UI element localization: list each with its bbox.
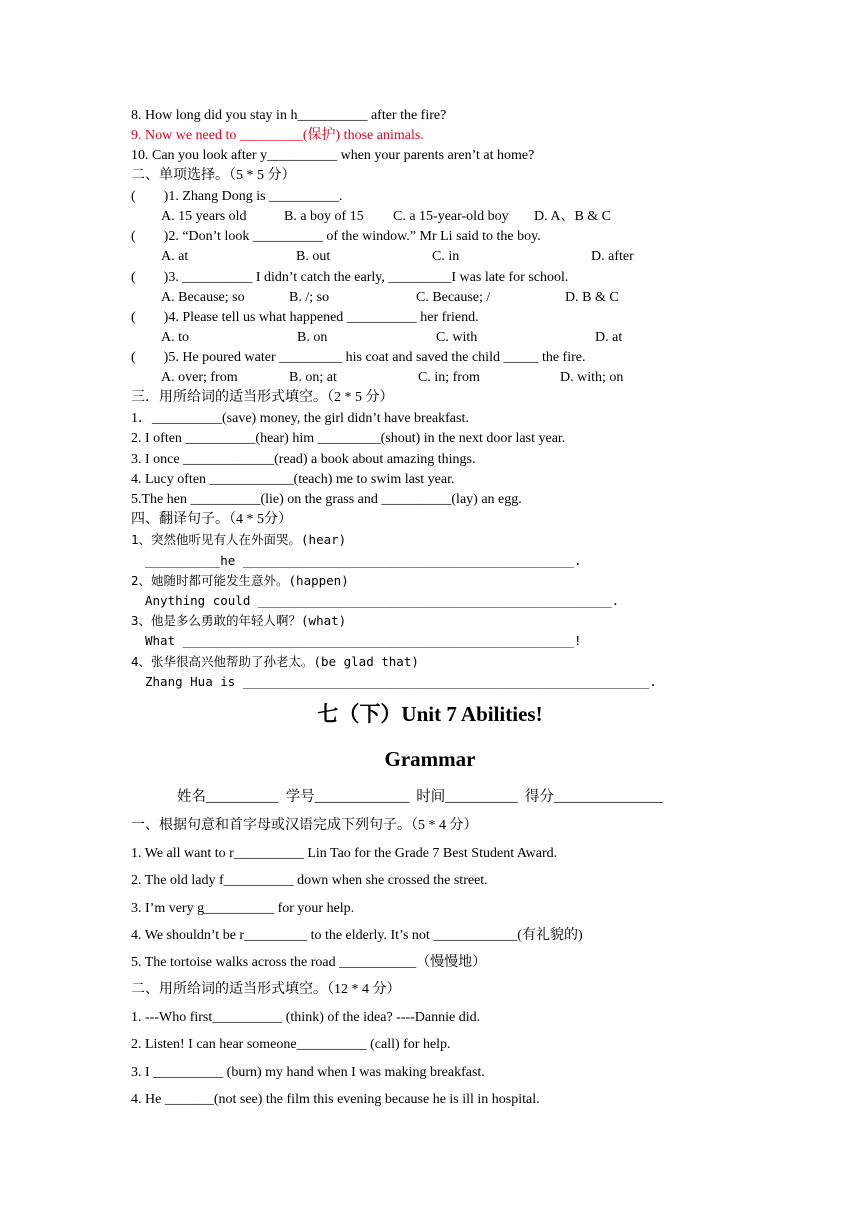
mc-option: A. Because; so: [161, 290, 245, 305]
complete-sentence-item: 4. We shouldn’t be r_________ to the elderly. It’s not ____________(有礼貌的): [131, 928, 583, 943]
mc-question-3: ( )3. __________ I didn’t catch the early, _________I was late for school.: [131, 270, 569, 285]
translation-prompt: 4、张华很高兴他帮助了孙老太。(be glad that): [131, 654, 419, 669]
mc-option: D. B & C: [565, 290, 619, 305]
complete-sentence-item: 3. I’m very g__________ for your help.: [131, 901, 355, 916]
translation-answer-line: What ____________________________________________________!: [145, 633, 582, 648]
word-form-item: 4. Lucy often ____________(teach) me to swim last year.: [131, 472, 455, 487]
mc-option: C. in; from: [418, 370, 480, 385]
mc-option: B. a boy of 15: [284, 209, 364, 224]
mc-question-2: ( )2. “Don’t look __________ of the window.” Mr Li said to the boy.: [131, 229, 541, 244]
mc-option: B. /; so: [289, 290, 330, 305]
mc-option: D. at: [595, 330, 623, 345]
section-heading-complete-sentences: 一、根据句意和首字母或汉语完成下列句子。（5 * 4 分）: [131, 818, 478, 833]
complete-sentence-item: 5. The tortoise walks across the road ___________（慢慢地）: [131, 955, 487, 970]
mc-question-5: ( )5. He poured water _________ his coat and saved the child _____ the fire.: [131, 350, 586, 365]
mc-option: A. 15 years old: [161, 209, 247, 224]
section-heading-translation: 四、翻译句子。（4 * 5分）: [131, 512, 292, 527]
complete-sentence-item: 2. The old lady f__________ down when she crossed the street.: [131, 873, 488, 888]
word-form-item: 5.The hen __________(lie) on the grass and __________(lay) an egg.: [131, 492, 522, 507]
mc-option: D. after: [591, 249, 634, 264]
section-heading-word-forms-2: 二、用所给词的适当形式填空。（12 * 4 分）: [131, 982, 401, 997]
mc-option: C. Because; /: [416, 290, 491, 305]
word-form-item: 2. Listen! I can hear someone__________ (call) for help.: [131, 1037, 451, 1052]
mc-option: B. out: [296, 249, 331, 264]
mc-question-4: ( )4. Please tell us what happened __________ her friend.: [131, 310, 479, 325]
translation-prompt: 3、他是多么勇敢的年轻人啊？(what): [131, 613, 347, 628]
translation-answer-line: Zhang Hua is ______________________________________________________.: [145, 674, 657, 689]
mc-option: C. a 15-year-old boy: [393, 209, 509, 224]
word-form-item: 3. I __________ (burn) my hand when I was making breakfast.: [131, 1065, 485, 1080]
mc-option: D. with; on: [560, 370, 624, 385]
word-form-item: 4. He _______(not see) the film this evening because he is ill in hospital.: [131, 1092, 540, 1107]
translation-answer-line: Anything could _______________________________________________.: [145, 593, 620, 608]
mc-question-1: ( )1. Zhang Dong is __________.: [131, 189, 343, 204]
mc-option: C. in: [432, 249, 460, 264]
translation-prompt: 2、她随时都可能发生意外。(happen): [131, 573, 349, 588]
mc-option: B. on; at: [289, 370, 337, 385]
student-info-line: 姓名__________ 学号_____________ 时间__________ 得分_______________: [177, 789, 663, 805]
complete-sentence-item: 1. We all want to r__________ Lin Tao for the Grade 7 Best Student Award.: [131, 846, 558, 861]
unit-subtitle: Grammar: [384, 747, 476, 771]
mc-option: D. A、B & C: [534, 209, 612, 224]
word-form-item: 1. ---Who first__________ (think) of the idea? ----Dannie did.: [131, 1010, 481, 1025]
mc-option: B. on: [297, 330, 328, 345]
section-heading-multiple-choice: 二、单项选择。（5 * 5 分）: [131, 168, 296, 183]
word-form-item: 1．__________(save) money, the girl didn’t have breakfast.: [131, 411, 469, 426]
translation-answer-line: __________he ____________________________________________.: [145, 553, 582, 568]
mc-option: A. over; from: [161, 370, 238, 385]
unit-title: 七（下）Unit 7 Abilities!: [317, 702, 543, 726]
question-8: 8. How long did you stay in h__________ after the fire?: [131, 108, 447, 123]
question-9: 9. Now we need to _________(保护) those animals.: [131, 128, 424, 143]
question-10: 10. Can you look after y__________ when your parents aren’t at home?: [131, 148, 535, 163]
mc-option: A. to: [161, 330, 189, 345]
mc-option: A. at: [161, 249, 189, 264]
mc-option: C. with: [436, 330, 478, 345]
translation-prompt: 1、突然他听见有人在外面哭。(hear): [131, 532, 347, 547]
word-form-item: 2. I often __________(hear) him _________(shout) in the next door last year.: [131, 431, 566, 446]
section-heading-word-forms: 三．用所给词的适当形式填空。（2 * 5 分）: [131, 390, 394, 405]
word-form-item: 3. I once _____________(read) a book about amazing things.: [131, 452, 476, 467]
